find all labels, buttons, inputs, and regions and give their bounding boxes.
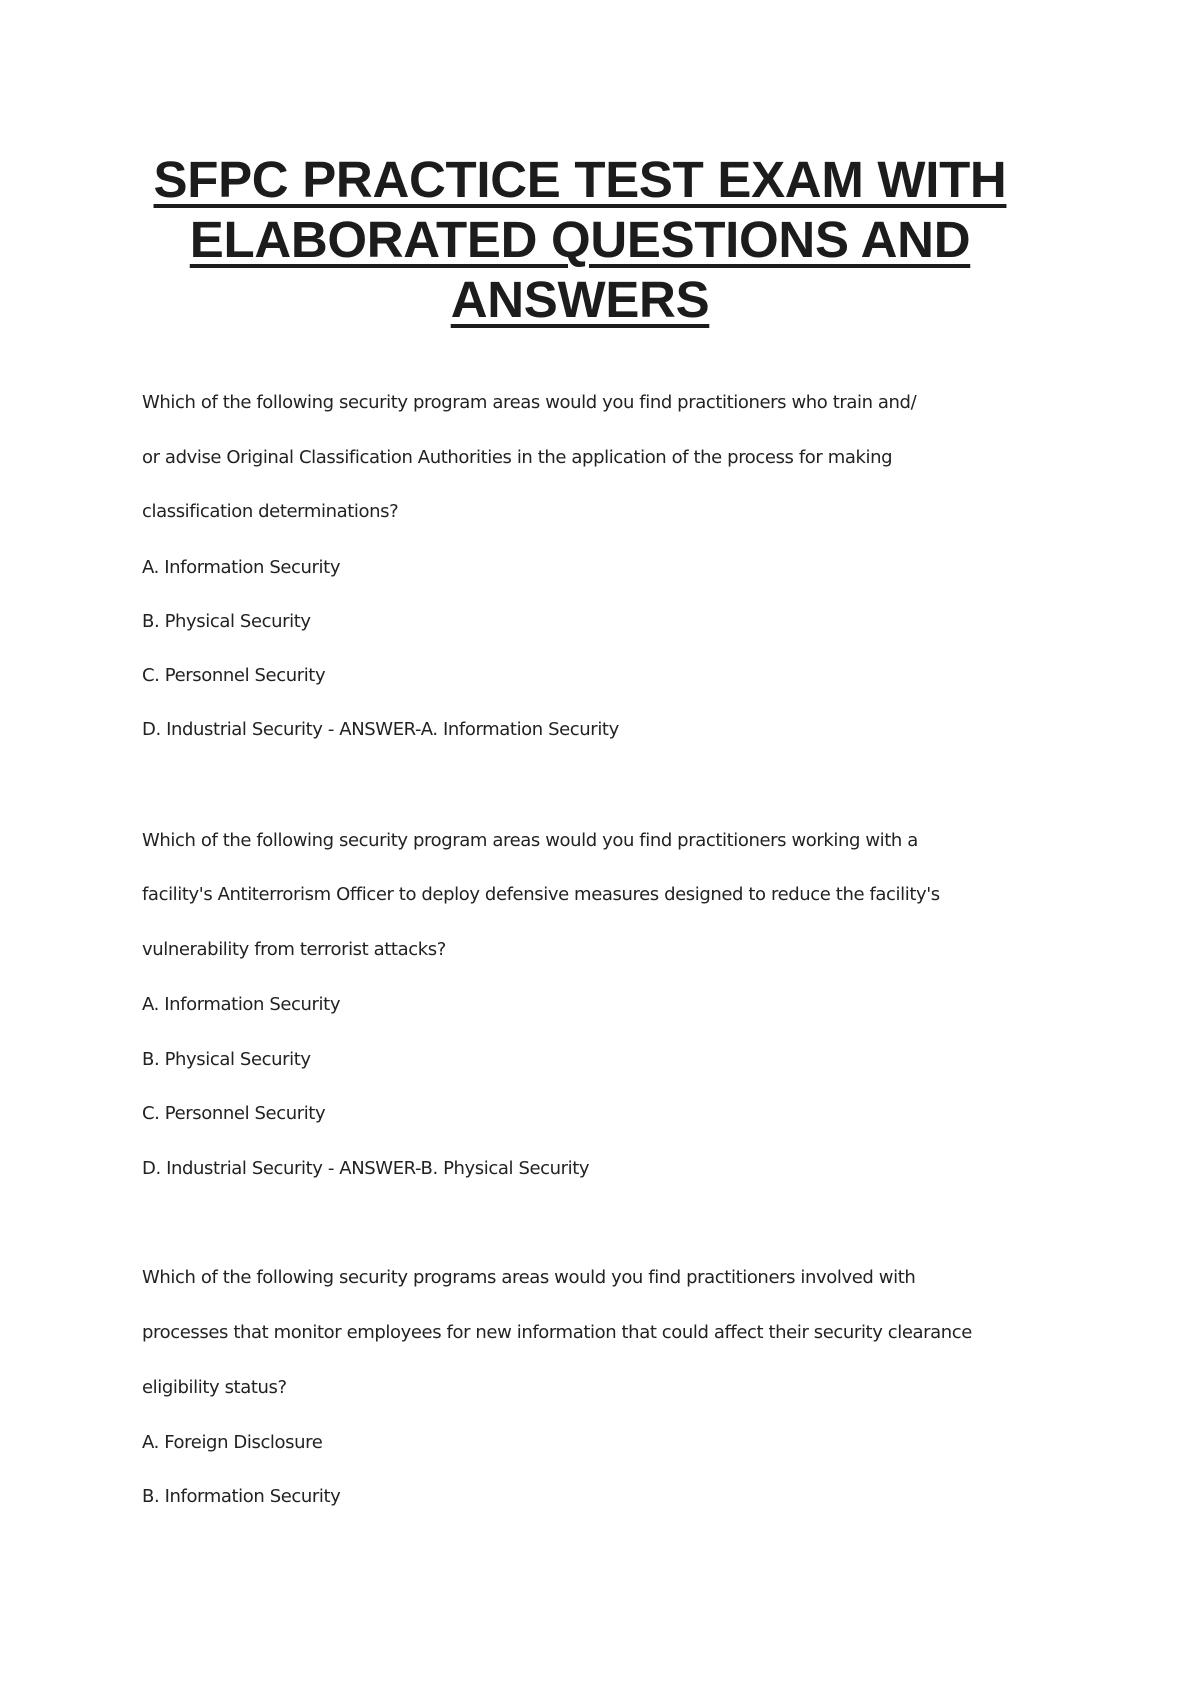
question-2-line-2: facility's Antiterrorism Officer to deploy defensive measures designed to reduce the facility's xyxy=(142,884,940,905)
title-line-2: ELABORATED QUESTIONS AND xyxy=(189,211,971,268)
question-3-line-2: processes that monitor employees for new information that could affect their security clearance xyxy=(142,1322,972,1343)
question-1-option-c: C. Personnel Security xyxy=(142,665,326,686)
question-3-option-b: B. Information Security xyxy=(142,1486,341,1507)
question-3-option-a: A. Foreign Disclosure xyxy=(142,1432,323,1453)
question-3-line-3: eligibility status? xyxy=(142,1377,287,1398)
question-1-option-b: B. Physical Security xyxy=(142,611,311,632)
title-line-3: ANSWERS xyxy=(450,271,710,328)
question-2-line-1: Which of the following security program areas would you find practitioners working with a xyxy=(142,830,918,851)
document-title xyxy=(0,150,1160,330)
question-1-line-1: Which of the following security program areas would you find practitioners who train and/ xyxy=(142,392,917,413)
question-2-option-c: C. Personnel Security xyxy=(142,1103,326,1124)
question-1-line-3: classification determinations? xyxy=(142,501,399,522)
question-2-option-b: B. Physical Security xyxy=(142,1049,311,1070)
question-1-line-2: or advise Original Classification Authorities in the application of the process for making xyxy=(142,447,893,468)
question-1-option-d-answer: D. Industrial Security - ANSWER-A. Information Security xyxy=(142,719,619,740)
question-1-option-a: A. Information Security xyxy=(142,557,341,578)
question-2-option-a: A. Information Security xyxy=(142,994,341,1015)
question-2-line-3: vulnerability from terrorist attacks? xyxy=(142,939,446,960)
question-3-line-1: Which of the following security programs areas would you find practitioners involved with xyxy=(142,1267,916,1288)
question-2-option-d-answer: D. Industrial Security - ANSWER-B. Physical Security xyxy=(142,1158,590,1179)
title-line-1: SFPC PRACTICE TEST EXAM WITH xyxy=(153,151,1007,208)
